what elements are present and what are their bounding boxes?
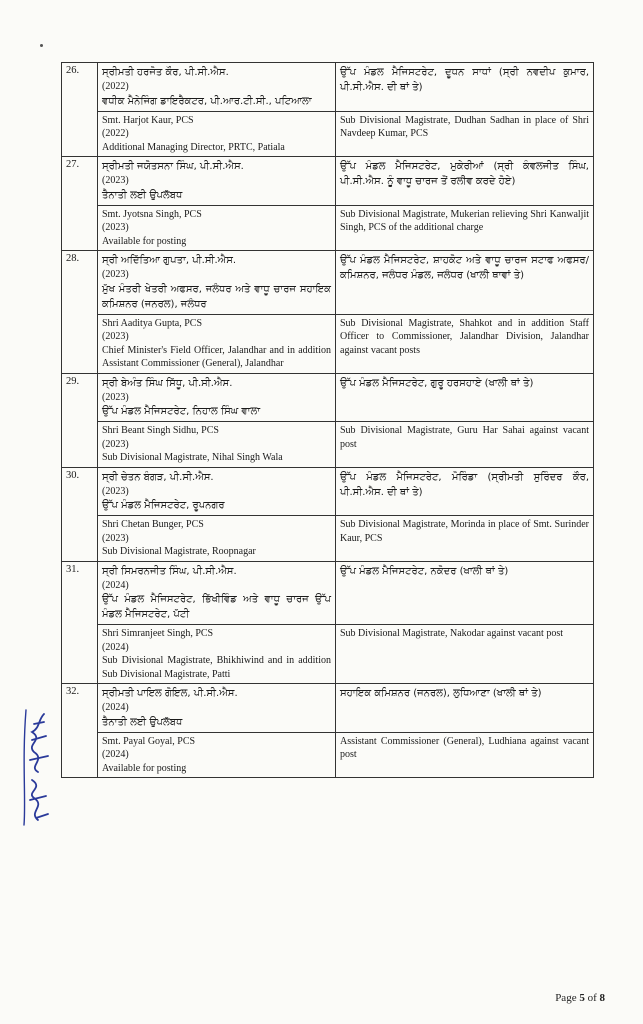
batch-year: (2022) bbox=[102, 128, 129, 139]
officer-name-punjabi: ਸ੍ਰੀ ਅਦਿੱਤਿਆ ਗੁਪਤਾ, ਪੀ.ਸੀ.ਐਸ. bbox=[102, 255, 237, 266]
officer-cell-english bbox=[98, 111, 336, 157]
current-post-english: Sub Divisional Magistrate, Nihal Singh Wala bbox=[102, 452, 283, 463]
entry-row-punjabi bbox=[62, 157, 594, 206]
officer-name-english: Shri Beant Singh Sidhu, PCS bbox=[102, 425, 219, 436]
serial-number: 27. bbox=[62, 157, 98, 251]
new-posting-punjabi: ਉੱਪ ਮੰਡਲ ਮੈਜਿਸਟਰੇਟ, ਦੂਧਨ ਸਾਧਾਂ (ਸ੍ਰੀ ਨਵਦੀਪ ਕੁਮਾਰ, ਪੀ.ਸੀ.ਐਸ. ਦੀ ਥਾਂ ਤੇ) bbox=[336, 63, 594, 112]
batch-year: (2024) bbox=[102, 702, 129, 713]
officer-name-english: Shri Aaditya Gupta, PCS bbox=[102, 317, 203, 329]
serial-number: 26. bbox=[62, 63, 98, 157]
officer-cell-english bbox=[98, 422, 336, 468]
batch-year: (2024) bbox=[102, 579, 129, 591]
officer-cell-punjabi bbox=[98, 63, 336, 112]
batch-year: (2023) bbox=[102, 485, 129, 497]
new-posting-english: Sub Divisional Magistrate, Nakodar against vacant post bbox=[336, 625, 594, 684]
current-post-english: Chief Minister's Field Officer, Jalandhar and in addition Assistant Commissioner (General), Jalandhar bbox=[102, 344, 331, 369]
entry-row-punjabi bbox=[62, 63, 594, 112]
batch-year: (2023) bbox=[102, 175, 129, 186]
page-number: Page 5 of 8 bbox=[555, 992, 605, 1004]
officer-name-punjabi: ਸ੍ਰੀਮਤੀ ਪਾਇਲ ਗੋਇਲ, ਪੀ.ਸੀ.ਐਸ. bbox=[102, 688, 238, 699]
officer-name-english: Smt. Harjot Kaur, PCS bbox=[102, 114, 194, 126]
officer-name-english: Smt. Jyotsna Singh, PCS bbox=[102, 208, 202, 220]
entry-row-english bbox=[62, 111, 594, 157]
officer-name-punjabi: ਸ੍ਰੀ ਚੇਤਨ ਬੰਗੜ, ਪੀ.ਸੀ.ਐਸ. bbox=[102, 471, 214, 483]
entry-row-english bbox=[62, 732, 594, 778]
officer-name-english: Shri Chetan Bunger, PCS bbox=[102, 519, 204, 530]
transfer-orders-table bbox=[61, 62, 594, 778]
current-post-english: Available for posting bbox=[102, 762, 187, 774]
scan-mark bbox=[40, 44, 43, 47]
entry-row-punjabi bbox=[62, 251, 594, 315]
entry-row-punjabi bbox=[62, 467, 594, 516]
officer-cell-english bbox=[98, 205, 336, 251]
serial-number: 30. bbox=[62, 467, 98, 561]
officer-cell-punjabi bbox=[98, 467, 336, 516]
serial-number: 28. bbox=[62, 251, 98, 374]
officer-cell-english bbox=[98, 314, 336, 373]
entry-row-punjabi bbox=[62, 561, 594, 625]
entry-row-english bbox=[62, 422, 594, 468]
entry-row-punjabi bbox=[62, 373, 594, 422]
officer-cell-punjabi bbox=[98, 684, 336, 733]
current-post-punjabi: ਉੱਪ ਮੰਡਲ ਮੈਜਿਸਟਰੇਟ, ਰੂਪਨਗਰ bbox=[102, 500, 225, 511]
batch-year: (2023) bbox=[102, 391, 129, 403]
new-posting-punjabi: ਸਹਾਇਕ ਕਮਿਸ਼ਨਰ (ਜਨਰਲ), ਲੁਧਿਆਣਾ (ਖਾਲੀ ਥਾਂ ਤੇ) bbox=[336, 684, 594, 733]
new-posting-punjabi: ਉੱਪ ਮੰਡਲ ਮੈਜਿਸਟਰੇਟ, ਨਕੋਦਰ (ਖਾਲੀ ਥਾਂ ਤੇ) bbox=[336, 561, 594, 625]
new-posting-english: Sub Divisional Magistrate, Morinda in place of Smt. Surinder Kaur, PCS bbox=[336, 516, 594, 562]
officer-cell-punjabi bbox=[98, 157, 336, 206]
officer-name-punjabi: ਸ੍ਰੀਮਤੀ ਜਯੋਤਸਨਾ ਸਿੰਘ, ਪੀ.ਸੀ.ਐਸ. bbox=[102, 161, 244, 172]
new-posting-english: Sub Divisional Magistrate, Dudhan Sadhan in place of Shri Navdeep Kumar, PCS bbox=[336, 111, 594, 157]
entry-row-english bbox=[62, 205, 594, 251]
current-post-english: Sub Divisional Magistrate, Roopnagar bbox=[102, 546, 256, 557]
batch-year: (2023) bbox=[102, 438, 129, 450]
officer-name-punjabi: ਸ੍ਰੀ ਬੇਅੰਤ ਸਿੰਘ ਸਿੱਧੂ, ਪੀ.ਸੀ.ਐਸ. bbox=[102, 377, 233, 389]
batch-year: (2023) bbox=[102, 222, 129, 233]
serial-number: 32. bbox=[62, 684, 98, 778]
current-post-english: Sub Divisional Magistrate, Bhikhiwind and in addition Sub Divisional Magistrate, Patti bbox=[102, 655, 331, 680]
batch-year: (2023) bbox=[102, 532, 129, 544]
officer-name-punjabi: ਸ੍ਰੀਮਤੀ ਹਰਜੋਤ ਕੌਰ, ਪੀ.ਸੀ.ਐਸ. bbox=[102, 67, 229, 78]
officer-name-punjabi: ਸ੍ਰੀ ਸਿਮਰਨਜੀਤ ਸਿੰਘ, ਪੀ.ਸੀ.ਐਸ. bbox=[102, 565, 237, 577]
new-posting-english: Sub Divisional Magistrate, Mukerian relieving Shri Kanwaljit Singh, PCS of the additional charge bbox=[336, 205, 594, 251]
officer-cell-punjabi bbox=[98, 561, 336, 625]
officer-cell-english bbox=[98, 516, 336, 562]
new-posting-english: Assistant Commissioner (General), Ludhiana against vacant post bbox=[336, 732, 594, 778]
batch-year: (2023) bbox=[102, 269, 129, 280]
new-posting-punjabi: ਉੱਪ ਮੰਡਲ ਮੈਜਿਸਟਰੇਟ, ਸ਼ਾਹਕੋਟ ਅਤੇ ਵਾਧੂ ਚਾਰਜ ਸਟਾਫ ਅਫਸਰ/ ਕਮਿਸ਼ਨਰ, ਜਲੰਧਰ ਮੰਡਲ, ਜਲੰਧਰ (ਖਾਲੀ ਥਾਵਾਂ ਤੇ) bbox=[336, 251, 594, 315]
handwritten-signature bbox=[8, 700, 68, 830]
current-post-english: Available for posting bbox=[102, 235, 187, 247]
officer-cell-punjabi bbox=[98, 373, 336, 422]
current-post-punjabi: ਮੁੱਖ ਮੰਤਰੀ ਖੇਤਰੀ ਅਫਸਰ, ਜਲੰਧਰ ਅਤੇ ਵਾਧੂ ਚਾਰਜ ਸਹਾਇਕ ਕਮਿਸ਼ਨਰ (ਜਨਰਲ), ਜਲੰਧਰ bbox=[102, 283, 331, 310]
entry-row-english bbox=[62, 516, 594, 562]
current-post-punjabi: ਤੈਨਾਤੀ ਲਈ ਉਪਲੱਬਧ bbox=[102, 716, 183, 728]
officer-name-english: Shri Simranjeet Singh, PCS bbox=[102, 628, 214, 639]
officer-name-english: Smt. Payal Goyal, PCS bbox=[102, 735, 196, 747]
entry-row-punjabi bbox=[62, 684, 594, 733]
batch-year: (2024) bbox=[102, 749, 129, 760]
officer-cell-punjabi bbox=[98, 251, 336, 315]
current-post-punjabi: ਉੱਪ ਮੰਡਲ ਮੈਜਿਸਟਰੇਟ, ਭਿੱਖੀਵਿੰਡ ਅਤੇ ਵਾਧੂ ਚਾਰਜ ਉੱਪ ਮੰਡਲ ਮੈਜਿਸਟਰੇਟ, ਪੱਟੀ bbox=[102, 594, 331, 620]
officer-cell-english bbox=[98, 625, 336, 684]
current-post-punjabi: ਉੱਪ ਮੰਡਲ ਮੈਜਿਸਟਰੇਟ, ਨਿਹਾਲ ਸਿੰਘ ਵਾਲਾ bbox=[102, 406, 261, 417]
new-posting-english: Sub Divisional Magistrate, Guru Har Sahai against vacant post bbox=[336, 422, 594, 468]
entry-row-english bbox=[62, 314, 594, 373]
current-post-english: Additional Managing Director, PRTC, Patiala bbox=[102, 141, 285, 153]
current-post-punjabi: ਵਧੀਕ ਮੈਨੇਜਿੰਗ ਡਾਇਰੈਕਟਰ, ਪੀ.ਆਰ.ਟੀ.ਸੀ., ਪਟਿਆਲਾ bbox=[102, 95, 312, 107]
entry-row-english bbox=[62, 625, 594, 684]
batch-year: (2022) bbox=[102, 81, 129, 92]
current-post-punjabi: ਤੈਨਾਤੀ ਲਈ ਉਪਲੱਬਧ bbox=[102, 189, 183, 201]
officer-cell-english bbox=[98, 732, 336, 778]
serial-number: 31. bbox=[62, 561, 98, 684]
new-posting-punjabi: ਉੱਪ ਮੰਡਲ ਮੈਜਿਸਟਰੇਟ, ਮੁਕੇਰੀਆਂ (ਸ੍ਰੀ ਕੰਵਲਜੀਤ ਸਿੰਘ, ਪੀ.ਸੀ.ਐਸ. ਨੂੰ ਵਾਧੂ ਚਾਰਜ ਤੋਂ ਰਲੀਵ ਕਰਦੇ ਹੋਏ) bbox=[336, 157, 594, 206]
new-posting-punjabi: ਉੱਪ ਮੰਡਲ ਮੈਜਿਸਟਰੇਟ, ਮੋਰਿੰਡਾ (ਸ੍ਰੀਮਤੀ ਸੁਰਿੰਦਰ ਕੌਰ, ਪੀ.ਸੀ.ਐਸ. ਦੀ ਥਾਂ ਤੇ) bbox=[336, 467, 594, 516]
batch-year: (2023) bbox=[102, 331, 129, 342]
new-posting-punjabi: ਉੱਪ ਮੰਡਲ ਮੈਜਿਸਟਰੇਟ, ਗੁਰੂ ਹਰਸਹਾਏ (ਖਾਲੀ ਥਾਂ ਤੇ) bbox=[336, 373, 594, 422]
batch-year: (2024) bbox=[102, 641, 129, 653]
serial-number: 29. bbox=[62, 373, 98, 467]
new-posting-english: Sub Divisional Magistrate, Shahkot and in addition Staff Officer to Commissioner, Jalandhar Division, Jalandhar against vacant posts bbox=[336, 314, 594, 373]
